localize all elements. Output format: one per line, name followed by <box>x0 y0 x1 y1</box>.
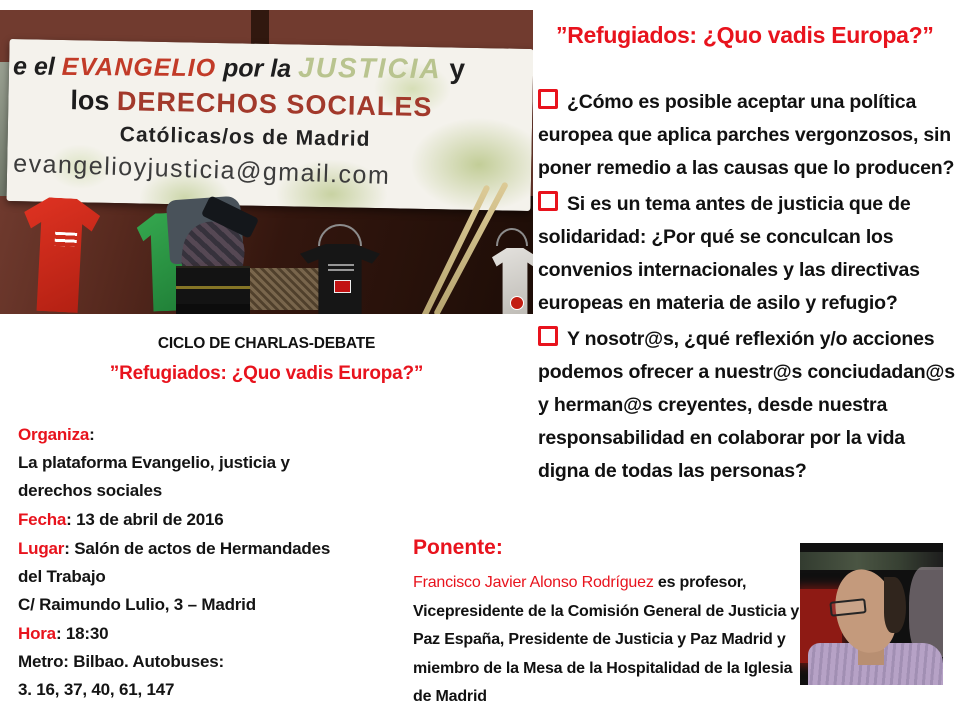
red-tshirt-print <box>54 232 77 247</box>
banner-text-line2 <box>70 85 433 123</box>
speaker-photo <box>800 543 943 685</box>
checkbox-bullet-icon <box>538 191 558 211</box>
lugar-value-line2: del Trabajo <box>18 567 106 586</box>
banner-word-justicia: JUSTICIA <box>297 51 442 85</box>
metro-line: Metro: Bilbao. Autobuses: <box>18 652 224 671</box>
case-yellow-trim <box>176 286 250 289</box>
ponente-name: Francisco Javier Alonso Rodríguez <box>413 574 654 591</box>
fecha-label: Fecha <box>18 510 67 529</box>
hora-line <box>18 620 224 648</box>
organiza-colon: : <box>89 425 95 444</box>
banner-word-evangelio: EVANGELIO <box>61 52 217 83</box>
organiza-label: Organiza <box>18 425 90 444</box>
black-tshirt-print <box>328 264 354 272</box>
organiza-value-line2: derechos sociales <box>18 481 163 500</box>
series-title: CICLO DE CHARLAS-DEBATE <box>157 335 376 352</box>
question-text: Si es un tema antes de justicia que de solidaridad: ¿Por qué se conculcan los convenios internacionales y las directivas europeas en materia de asilo y refugio? <box>538 193 920 314</box>
ponente-bio: es profesor, Vicepresidente de la Comisión General de Justicia y Paz España, Presidente de Justicia y Paz Madrid y miembro de la Mesa de la Hospitalidad de la Iglesia de Madrid <box>413 574 800 705</box>
organiza-block <box>18 421 290 505</box>
checkbox-bullet-icon <box>538 89 558 109</box>
question-item <box>538 323 956 488</box>
black-case <box>176 266 250 314</box>
ponente-description <box>413 569 807 712</box>
banner-email: evangelioyjusticia@gmail.com <box>12 149 391 190</box>
checkbox-bullet-icon <box>538 326 558 346</box>
fecha-block <box>18 506 224 534</box>
organiza-line <box>18 421 290 449</box>
lugar-block <box>18 535 330 619</box>
event-title-left: ”Refugiados: ¿Quo vadis Europa?” <box>109 363 424 384</box>
banner-word-y: y <box>441 53 466 85</box>
hora-block <box>18 620 224 704</box>
question-text: Y nosotr@s, ¿qué reflexión y/o acciones podemos ofrecer a nuestr@s conciudadan@s y herman@s creyentes, desde nuestra responsabilidad en colaborar por la vida digna de todas las personas? <box>538 328 955 482</box>
question-item <box>538 188 956 320</box>
lugar-value-line3: C/ Raimundo Lulio, 3 – Madrid <box>18 595 256 614</box>
banner-word-derechos: DERECHOS SOCIALES <box>116 86 433 123</box>
lugar-value-line1: : Salón de actos de Hermandades <box>64 539 331 558</box>
fecha-value: : 13 de abril de 2016 <box>66 510 224 529</box>
banner-text-line3: Católicas/os de Madrid <box>119 123 371 151</box>
question-text: ¿Cómo es posible aceptar una política europea que aplica parches vergonzosos, sin poner remedio a las causas que lo producen? <box>538 91 955 179</box>
banner-text-line1 <box>13 49 465 85</box>
black-tshirt-logo <box>334 280 351 293</box>
banner-photo <box>0 10 533 314</box>
fecha-line <box>18 506 224 534</box>
lugar-label: Lugar <box>18 539 65 558</box>
speaker-hair <box>884 577 906 633</box>
canvas-banner <box>6 39 533 211</box>
organiza-value-line1: La plataforma Evangelio, justicia y <box>18 453 290 472</box>
question-item <box>538 86 956 185</box>
ponente-label: Ponente: <box>413 536 503 559</box>
lugar-line1 <box>18 535 330 563</box>
white-tshirt-logo <box>510 296 524 310</box>
banner-word-los: los <box>70 85 118 117</box>
buses-line: 3. 16, 37, 40, 61, 147 <box>18 680 175 699</box>
banner-word-por-la: por la <box>216 54 299 83</box>
questions-list <box>538 86 956 491</box>
banner-word-pre: e el <box>12 52 55 81</box>
hora-label: Hora <box>18 624 56 643</box>
event-title-right: ”Refugiados: ¿Quo vadis Europa?” <box>556 22 934 48</box>
hora-value: : 18:30 <box>55 624 109 643</box>
